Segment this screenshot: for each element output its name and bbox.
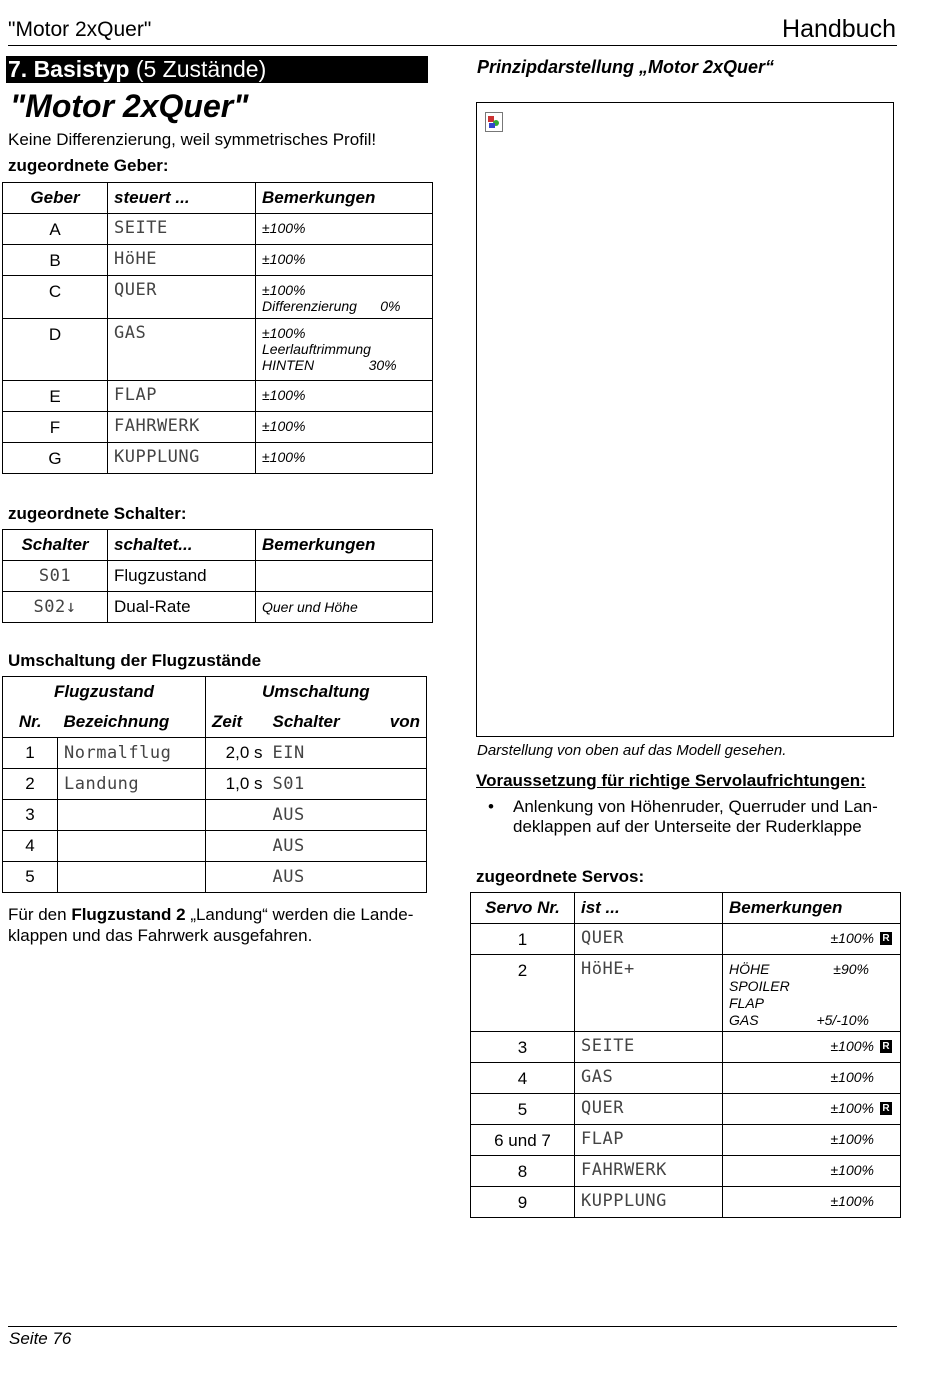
header-rule (8, 45, 897, 46)
servo-notes (723, 1156, 901, 1187)
note-line: ±100% (262, 418, 306, 434)
geber-id: F (3, 412, 108, 443)
geber-id: A (3, 214, 108, 245)
bullet-icon: • (488, 797, 494, 816)
table-row (3, 276, 433, 319)
table-row (3, 862, 427, 893)
table-header-row (3, 707, 427, 738)
servo-nr: 5 (471, 1094, 575, 1125)
table-row (3, 381, 433, 412)
servo-nr: 2 (471, 955, 575, 1032)
servo-value: ±100% (830, 1131, 874, 1147)
servo-function: QUER (575, 924, 723, 955)
umschaltung-footnote (8, 904, 438, 946)
table-row (3, 561, 433, 592)
state-nr: 1 (3, 738, 58, 769)
table-row (471, 1125, 901, 1156)
note-line: Leerlauftrimmung (262, 341, 371, 357)
mix-name: GAS (729, 1012, 759, 1028)
table-header-row (3, 183, 433, 214)
table-row (3, 443, 433, 474)
servo-mix-line (729, 961, 869, 978)
servo-notes (723, 1094, 901, 1125)
geber-id: E (3, 381, 108, 412)
servo-value: ±100% (830, 1100, 874, 1116)
model-title: "Motor 2xQuer" (10, 88, 249, 124)
servo-notes (723, 1063, 901, 1094)
geber-control: QUER (108, 276, 256, 319)
footer-rule (8, 1326, 897, 1327)
table-row (3, 412, 433, 443)
servo-function: HöHE+ (575, 955, 723, 1032)
geber-notes (256, 276, 433, 319)
servo-function: QUER (575, 1094, 723, 1125)
servo-value-wrap (729, 1193, 894, 1211)
page-number: Seite 76 (9, 1329, 72, 1348)
col-bemerkungen: Bemerkungen (723, 893, 901, 924)
table-row (471, 1187, 901, 1218)
geber-control: HöHE (108, 245, 256, 276)
servo-value: ±100% (830, 1038, 874, 1054)
geber-id: G (3, 443, 108, 474)
intro-text: Keine Differenzierung, weil symmetrisches Profil! (8, 130, 377, 149)
col-bemerkungen: Bemerkungen (256, 183, 433, 214)
table-row (3, 769, 427, 800)
switch-note: Quer und Höhe (256, 592, 433, 623)
state-time: 1,0 s (206, 769, 267, 800)
reverse-badge-icon: R (880, 1040, 892, 1053)
geber-control: GAS (108, 319, 256, 381)
table-row (3, 214, 433, 245)
servo-mix-line (729, 995, 869, 1012)
reverse-badge-icon (880, 1133, 892, 1146)
col-schaltet: schaltet... (108, 530, 256, 561)
note-line: ±100% (262, 220, 306, 236)
servo-value-wrap (729, 1131, 894, 1149)
servo-nr: 8 (471, 1156, 575, 1187)
servo-value-wrap (729, 1162, 894, 1180)
servo-value: ±100% (830, 1193, 874, 1209)
voraussetzung-bullet (513, 797, 878, 837)
col-ist: ist ... (575, 893, 723, 924)
geber-id: B (3, 245, 108, 276)
servo-value: ±100% (830, 1162, 874, 1178)
table-row (471, 1094, 901, 1125)
note-line: ±100% (262, 387, 306, 403)
table-row (471, 1032, 901, 1063)
state-time (206, 800, 267, 831)
reverse-badge-icon (880, 1071, 892, 1084)
reverse-badge-icon (880, 1195, 892, 1208)
table-row (471, 924, 901, 955)
note-line: ±100% (262, 325, 306, 341)
umschaltung-heading: Umschaltung der Flugzustände (8, 651, 262, 670)
geber-table (2, 182, 433, 474)
group-flugzustand: Flugzustand (3, 677, 206, 708)
geber-heading: zugeordnete Geber: (8, 156, 169, 175)
servo-nr: 1 (471, 924, 575, 955)
servos-heading: zugeordnete Servos: (476, 867, 645, 886)
mix-name: HÖHE (729, 961, 770, 977)
servo-notes (723, 955, 901, 1032)
col-zeit: Zeit (206, 707, 267, 738)
col-nr: Nr. (3, 707, 58, 738)
header-handbuch: Handbuch (782, 15, 896, 43)
geber-notes (256, 412, 433, 443)
col-bemerkungen: Bemerkungen (256, 530, 433, 561)
state-nr: 4 (3, 831, 58, 862)
reverse-badge-icon: R (880, 1102, 892, 1115)
section-number: 7. Basistyp (8, 56, 130, 82)
col-schalter: Schalter (272, 712, 340, 731)
servo-notes (723, 1032, 901, 1063)
mix-name: FLAP (729, 995, 765, 1011)
footnote-part-d: klappen und das Fahrwerk ausgefahren. (8, 926, 313, 945)
mix-value: ±90% (833, 961, 869, 977)
servo-nr: 3 (471, 1032, 575, 1063)
state-time (206, 862, 267, 893)
state-name (58, 862, 206, 893)
note-line: ±100% (262, 449, 306, 465)
geber-notes (256, 381, 433, 412)
servo-value-wrap (729, 1069, 894, 1087)
table-row (3, 592, 433, 623)
section-title-bar (6, 56, 428, 83)
geber-control: FLAP (108, 381, 256, 412)
table-row (3, 831, 427, 862)
state-nr: 5 (3, 862, 58, 893)
table-row (3, 800, 427, 831)
state-time: 2,0 s (206, 738, 267, 769)
note-line: Differenzierung 0% (262, 298, 401, 314)
schalter-table (2, 529, 433, 623)
col-geber: Geber (3, 183, 108, 214)
geber-control: KUPPLUNG (108, 443, 256, 474)
switch-function: Flugzustand (108, 561, 256, 592)
prinzip-heading: Prinzipdarstellung „Motor 2xQuer“ (477, 57, 775, 77)
col-servo-nr: Servo Nr. (471, 893, 575, 924)
footnote-part-c: „Landung“ werden die Lande- (185, 905, 414, 924)
state-switch: AUS (267, 800, 427, 831)
state-nr: 2 (3, 769, 58, 800)
bullet-line-2: deklappen auf der Unterseite der Ruderklappe (513, 817, 862, 836)
servo-value: ±100% (830, 930, 874, 946)
umschaltung-table (2, 676, 427, 893)
servo-function: GAS (575, 1063, 723, 1094)
note-line: ±100% (262, 251, 306, 267)
footnote-part-a: Für den (8, 905, 72, 924)
section-suffix: (5 Zustände) (129, 56, 267, 82)
geber-notes (256, 245, 433, 276)
col-schalter-von (267, 707, 427, 738)
servo-notes (723, 1187, 901, 1218)
servo-nr: 4 (471, 1063, 575, 1094)
switch-id: S02↓ (3, 592, 108, 623)
reverse-badge-icon: R (880, 932, 892, 945)
servo-function: FAHRWERK (575, 1156, 723, 1187)
state-name: Normalflug (58, 738, 206, 769)
note-line: ±100% (262, 282, 306, 298)
table-header-row (471, 893, 901, 924)
servo-value-wrap (729, 1100, 894, 1118)
table-header-row (3, 530, 433, 561)
table-row (471, 1156, 901, 1187)
header-title: "Motor 2xQuer" (8, 18, 152, 41)
geber-control: FAHRWERK (108, 412, 256, 443)
bullet-line-1: Anlenkung von Höhenruder, Querruder und Lan- (513, 797, 878, 816)
state-switch: AUS (267, 862, 427, 893)
state-nr: 3 (3, 800, 58, 831)
servo-nr: 6 und 7 (471, 1125, 575, 1156)
col-steuert: steuert ... (108, 183, 256, 214)
mix-value: +5/-10% (816, 1012, 869, 1028)
table-row (471, 955, 901, 1032)
col-schalter: Schalter (3, 530, 108, 561)
voraussetzung-heading: Voraussetzung für richtige Servolaufrichtungen: (476, 771, 866, 790)
state-switch: AUS (267, 831, 427, 862)
prinzip-figure (476, 102, 894, 737)
servo-value-wrap (729, 930, 894, 948)
state-name: Landung (58, 769, 206, 800)
servo-function: FLAP (575, 1125, 723, 1156)
servo-function: SEITE (575, 1032, 723, 1063)
state-switch: EIN (267, 738, 427, 769)
mix-name: SPOILER (729, 978, 790, 994)
note-line: HINTEN 30% (262, 357, 397, 373)
geber-notes (256, 214, 433, 245)
state-switch: S01 (267, 769, 427, 800)
schalter-heading: zugeordnete Schalter: (8, 504, 187, 523)
geber-control: SEITE (108, 214, 256, 245)
table-row (471, 1063, 901, 1094)
servo-value-wrap (729, 1038, 894, 1056)
geber-id: C (3, 276, 108, 319)
table-row (3, 738, 427, 769)
servo-mix-line (729, 978, 869, 995)
group-header-row (3, 677, 427, 708)
switch-id: S01 (3, 561, 108, 592)
servo-nr: 9 (471, 1187, 575, 1218)
col-von: von (389, 712, 420, 731)
switch-note (256, 561, 433, 592)
group-umschaltung: Umschaltung (206, 677, 427, 708)
state-name (58, 831, 206, 862)
servo-function: KUPPLUNG (575, 1187, 723, 1218)
geber-id: D (3, 319, 108, 381)
table-row (3, 319, 433, 381)
servo-value: ±100% (830, 1069, 874, 1085)
servo-notes (723, 924, 901, 955)
geber-notes (256, 443, 433, 474)
servo-notes (723, 1125, 901, 1156)
col-bezeichnung: Bezeichnung (58, 707, 206, 738)
state-name (58, 800, 206, 831)
switch-function: Dual-Rate (108, 592, 256, 623)
broken-image-icon (485, 112, 503, 132)
geber-notes (256, 319, 433, 381)
reverse-badge-icon (880, 1164, 892, 1177)
table-row (3, 245, 433, 276)
footnote-bold: Flugzustand 2 (71, 905, 186, 924)
servo-mix-line (729, 1012, 869, 1029)
state-time (206, 831, 267, 862)
servos-table (470, 892, 901, 1218)
prinzip-caption: Darstellung von oben auf das Modell gesehen. (477, 742, 787, 759)
